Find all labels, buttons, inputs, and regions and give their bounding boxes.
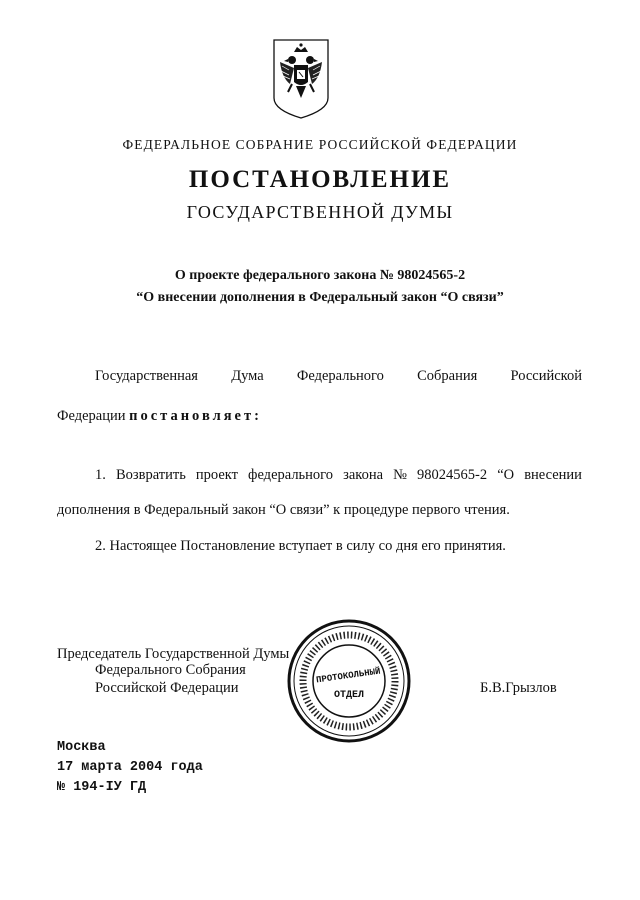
signatory-title-line-2: Федерального Собрания — [95, 662, 246, 678]
stamp-text-bottom: ОТДЕЛ — [333, 690, 365, 701]
item-1-word: федерального — [248, 467, 334, 483]
preamble-word: Российской — [510, 368, 582, 384]
item-1-line-2: дополнения в Федеральный закон “О связи” к процедуре первого чтения. — [57, 502, 510, 518]
subject-line-2: “О внесении дополнения в Федеральный закон “О связи” — [136, 290, 504, 305]
signatory-title-line-1: Председатель Государственной Думы — [57, 646, 290, 662]
preamble-word: Дума — [231, 368, 264, 384]
item-1-word: закона — [343, 467, 384, 483]
item-1-word: “О — [497, 467, 515, 483]
item-1-word: 98024565-2 — [417, 467, 488, 483]
place-of-signing: Москва — [57, 740, 106, 755]
resolution-number: № 194-IУ ГД — [57, 780, 147, 795]
decree-verb: постановляет: — [129, 408, 262, 424]
document-issuer-subtitle: ГОСУДАРСТВЕННОЙ ДУМЫ — [186, 202, 454, 222]
item-1-word: Возвратить — [115, 467, 186, 483]
signatory-name: Б.В.Грызлов — [480, 680, 557, 696]
stamp-text-top: ПРОТОКОЛЬНЫЙ — [315, 666, 382, 686]
coat-of-arms-emblem — [272, 38, 330, 120]
preamble-word: Государственная — [95, 368, 198, 384]
parliament-name: ФЕДЕРАЛЬНОЕ СОБРАНИЕ РОССИЙСКОЙ ФЕДЕРАЦИИ — [122, 137, 518, 152]
item-1-word: проект — [195, 467, 238, 483]
item-1-word: внесении — [524, 467, 582, 483]
preamble-line-2 — [57, 408, 262, 425]
subject-line-1: О проекте федерального закона № 98024565-2 — [174, 268, 466, 283]
preamble-word: Собрания — [417, 368, 478, 384]
official-round-stamp — [286, 618, 412, 744]
document-type-title: ПОСТАНОВЛЕНИЕ — [188, 166, 452, 193]
item-1-word: 1. — [95, 467, 106, 483]
signatory-title-line-3: Российской Федерации — [95, 680, 239, 696]
preamble-word: Федерального — [296, 368, 384, 384]
item-1-word: № — [393, 467, 407, 483]
preamble-prefix: Федерации — [57, 408, 126, 424]
item-1-line-1 — [95, 467, 582, 484]
signing-date: 17 марта 2004 года — [57, 760, 203, 775]
preamble-line-1 — [95, 368, 582, 385]
item-2: 2. Настоящее Постановление вступает в силу со дня его принятия. — [95, 538, 506, 554]
